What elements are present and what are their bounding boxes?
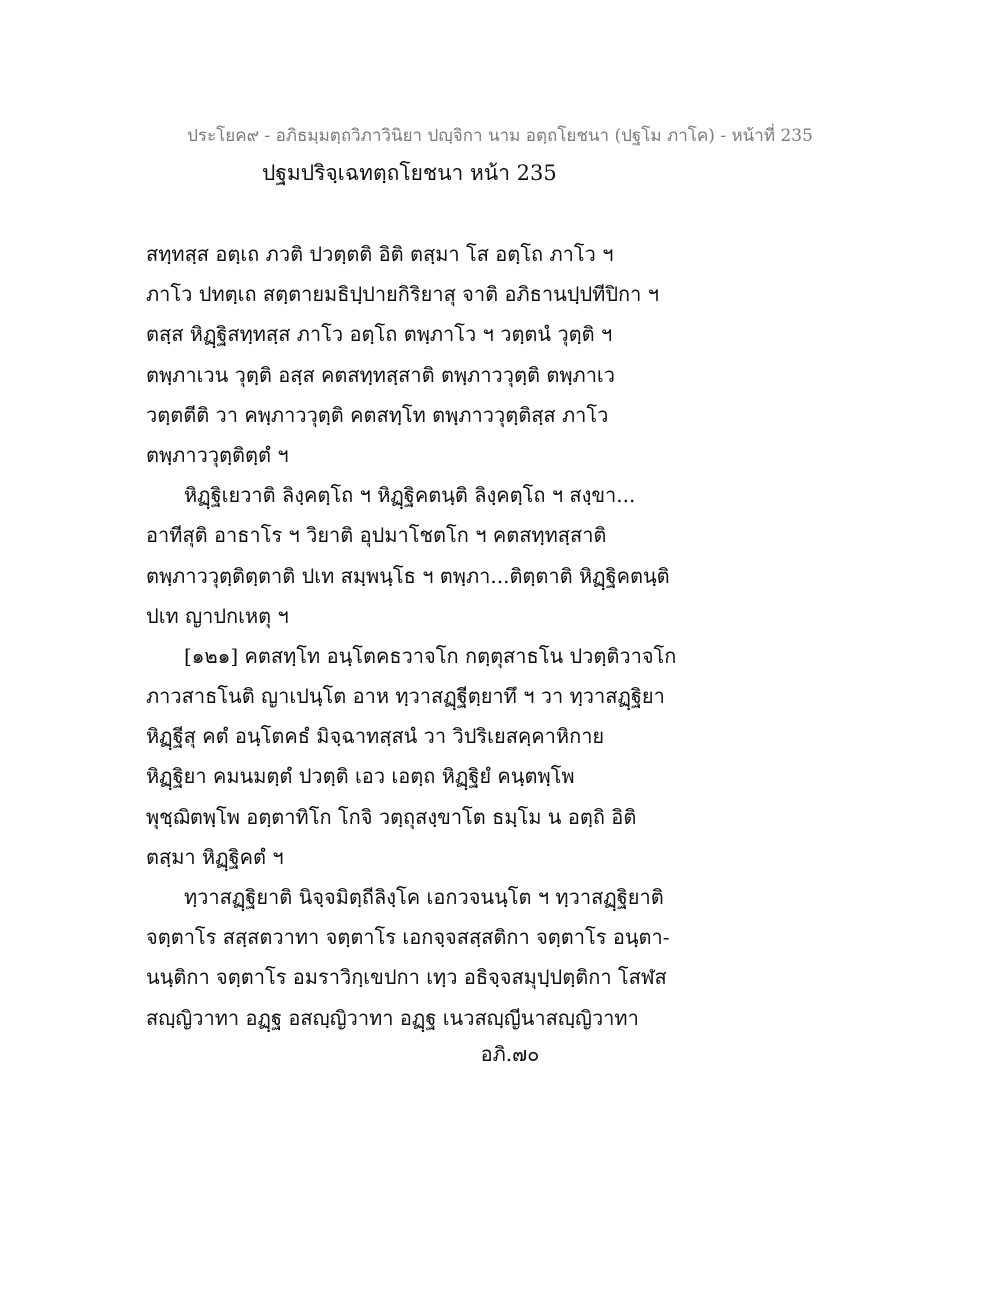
text-line: ปเท ญาปกเหตุ ฯ [146,603,289,628]
text-line: นนฺติกา จตฺตาโร อมราวิกฺเขปกา เทฺว อธิจฺจสมุปฺปตฺติกา โสฬส [146,965,667,990]
text-line: อาทีสุติ อาธาโร ฯ วิยาติ อุปมาโชตโก ฯ คตสทฺทสฺสาติ [146,523,607,548]
text-line: สญฺญิวาทา อฏฺฐ อสญฺญิวาทา อฏฺฐ เนวสญฺญีนาสญฺญิวาทา [146,1005,639,1030]
paragraph-start-line: ทฺวาสฏฺฐิยาติ นิจฺจมิตฺถีลิงฺโค เอกวจนนฺโต ฯ ทฺวาสฏฺฐิยาติ [184,885,664,909]
text-line: พุชฺฌิตพฺโพ อตฺตาทิโก โกจิ วตฺถุสงฺขาโต ธมฺโม น อตฺถิ อิติ [146,804,637,829]
text-line: ตสฺมา หิฏฺฐิคตํ ฯ [146,844,284,869]
text-line: ภาโว ปทตฺเถ สตฺตายมธิปฺปายกิริยาสุ จาติ อภิธานปฺปทีปิกา ฯ [146,282,659,307]
section-title: ปฐมปริจฺเฉทตฺถโยชนา หน้า 235 [262,161,557,185]
text-line: หิฏฺฐิยา คมนมตฺตํ ปวตฺติ เอว เอตฺถ หิฏฺฐิยํ คนฺตพฺโพ [146,764,575,789]
body-text [146,234,706,1038]
text-line: วตฺตตีติ วา คพฺภาววุตฺติ คตสทฺโท ตพฺภาววุตฺติสฺส ภาโว [146,402,609,427]
text-line: จตฺตาโร สสฺสตวาทา จตฺตาโร เอกจฺจสสฺสติกา จตฺตาโร อนฺตา- [146,925,670,950]
text-line: ตพฺภาเวน วุตฺติ อสฺส คตสทฺทสฺสาติ ตพฺภาววุตฺติ ตพฺภาเว [146,362,615,387]
text-line: ภาวสาธโนติ ญาเปนฺโต อาห ทฺวาสฏฺฐีตฺยาทึ ฯ วา ทฺวาสฏฺฐิยา [146,684,665,709]
paragraph-start-line: หิฏฺฐิเยวาติ ลิงฺคตฺโถ ฯ หิฏฺฐิคตนฺติ ลิงฺคตฺโถ ฯ สงฺขา... [184,483,636,508]
page-marker: อภิ.๗๐ [480,1042,540,1066]
text-line: ตพฺภาววุตฺติตฺตํ ฯ [146,442,289,467]
running-header: ประโยค๙ - อภิธมฺมตฺถวิภาวินิยา ปญฺจิกา นาม อตฺถโยชนา (ปฐโม ภาโค) - หน้าที่ 235 [187,126,813,146]
paragraph-start-line: [๑๒๑] คตสทฺโท อนฺโตคธวาจโก กตฺตุสาธโน ปวตฺติวาจโก [184,643,677,668]
text-line: สทฺทสฺส อตฺเถ ภวติ ปวตฺตติ อิติ ตสฺมา โส อตฺโถ ภาโว ฯ [146,242,614,266]
text-line: ตพฺภาววุตฺติตฺตาติ ปเท สมฺพนฺโธ ฯ ตพฺภา...ติตฺตาติ หิฏฺฐิคตนฺติ [146,563,670,588]
text-line: หิฏฺฐีสุ คตํ อนฺโตคธํ มิจฺฉาทสฺสนํ วา วิปริเยสคฺคาหิกาย [146,724,605,749]
text-line: ตสฺส หิฏฺฐิสทฺทสฺส ภาโว อตฺโถ ตพฺภาโว ฯ วตฺตนํ วุตฺติ ฯ [146,322,613,347]
